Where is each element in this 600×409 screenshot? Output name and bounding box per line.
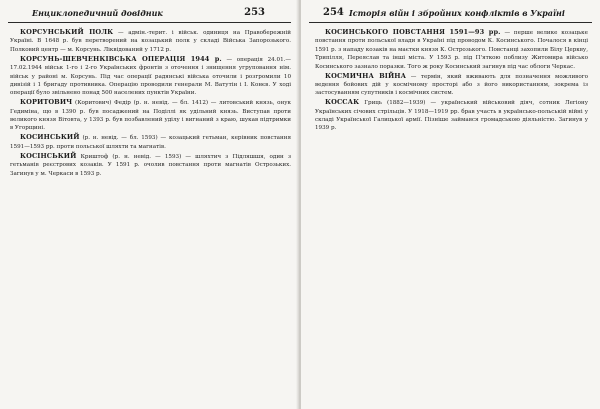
left-running-header: Енциклопедичний довідник [32,8,163,18]
left-entry-2 [10,55,291,98]
entry-heading: КОССАК [325,98,360,107]
entry-body: Гриць (1882—1939) — український військовий діяч, сотник Легіону Українських січових стрільців. У 1918—1919 рр. брав участь в українсько-польській війні у складі Української Галицької армії. Пізніше займався громадською діяльністю. Загинув у 1939 р. [315,100,588,132]
right-page-number: 254 [323,7,344,18]
entry-body: — перше велике козацьке повстання проти польської влади в Україні під проводом К. Косинського. Почалося в кінці 1591 р. з нападу козаків на маєтки князя К. Острозького. Повстанці захопили Білу Церкву, Трипілля, Переяслав та інші міста. У 1593 р. під П'яткою поблизу Житомира військо Косинського зазнало поразки. Того ж року Косинський загинув під час облоги Черкас. [315,30,588,70]
right-entry-2 [315,72,588,98]
right-entry-3 [315,98,588,133]
entry-heading: КОРСУНЬ-ШЕВЧЕНКІВСЬКА ОПЕРАЦІЯ 1944 р. [20,54,222,63]
entry-body: — адмін.-терит. і військ. одиниця на Правобережній Україні. В 1648 р. був перетворений на козацький полк у складі Війська Запорозького. Полковий центр — м. Корсунь. Ліквідований у 1712 р. [10,30,292,53]
left-page-header [8,6,291,23]
left-page [0,0,299,409]
entry-heading: КОРСУНСЬКИЙ ПОЛК [20,28,114,36]
left-page-text [10,28,291,178]
entry-body: (Коритович) Федір (р. н. невід. — бл. 1412) — литовський князь, онук Гедиміна, що в 1390 р. був посаджений на Поділлі як удільний князь. Виступав проти великого князя Вітовта, у 1393 р. був позбавлений уділу і вигнаний з краю, шукав підтримки в Угорщині. [10,100,291,132]
entry-body: — термін, який вживають для позначення можливого ведення бойових дій у космічному просторі або з його використанням, зокрема із застосуванням супутників і космічних систем. [315,73,588,97]
right-page-header [309,6,592,23]
left-entry-1 [10,28,291,54]
left-entry-5 [10,152,291,178]
entry-body: — операція 24.01.—17.02.1944 військ 1-го і 2-го Українських фронтів з оточення і знищення угруповання нім. військ у районі м. Корсунь. Під час операції радянські війська оточили і розгромили 10 дивізій і 1 бригаду противника. Операцію проводили генерали М. Ватутін і І. Конєв. У ході операції було звільнено понад 500 населених пунктів України. [10,56,291,97]
entry-heading: КОСИНСЬКИЙ [20,133,80,142]
right-entry-1 [315,28,588,71]
right-page-text [315,28,588,133]
entry-body: Криштоф (р. н. невід. — 1593) — шляхтич з Підляшшя, один з гетьманів реєстрових козаків. У 1591 р. очолив повстання проти магнатів Острозьких. Загинув у м. Черкаси в 1593 р. [10,153,291,177]
right-page [301,0,600,409]
entry-heading: КОСМИЧНА ВІЙНА [325,71,407,80]
left-page-number: 253 [244,7,265,18]
left-entry-4 [10,133,291,151]
left-entry-3 [10,98,291,133]
entry-heading: КОСИНСЬКОГО ПОВСТАННЯ 1591—93 рр. [325,28,501,36]
entry-heading: КОРИТОВИЧ [20,98,73,107]
entry-body: (р. н. невід. — бл. 1593) — козацький гетьман, керівник повстання 1591—1593 рр. проти польської шляхти та магнатів. [10,135,291,150]
right-running-header: Історія війн і збройних конфліктів в Україні [349,8,565,18]
entry-heading: КОСІНСЬКИЙ [20,151,77,160]
